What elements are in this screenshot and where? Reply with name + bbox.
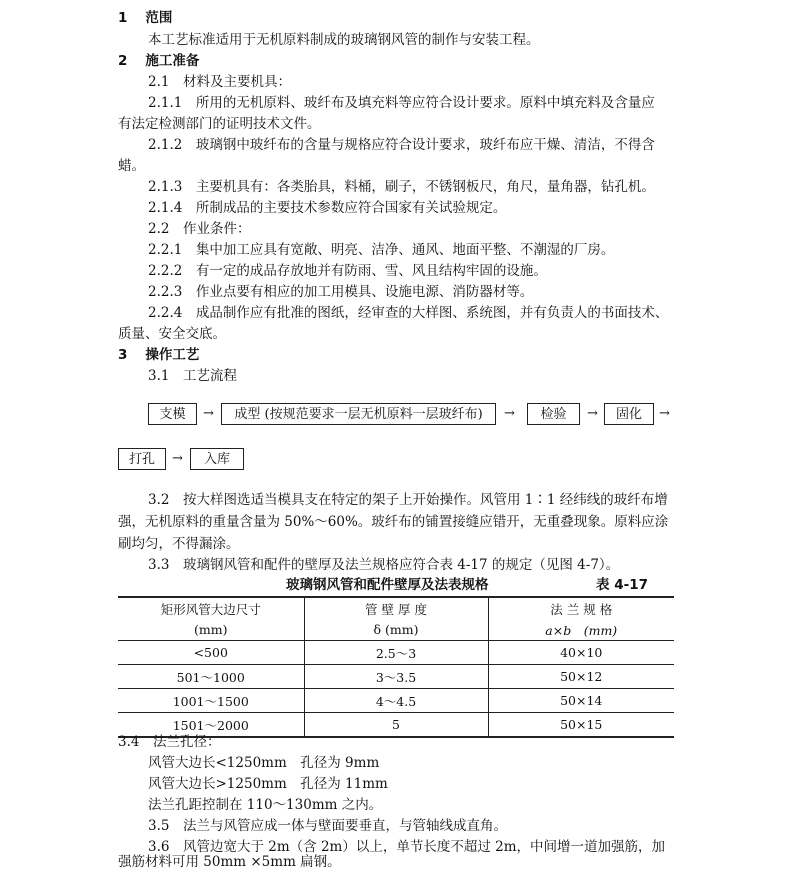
clause-2-1-2-line1: 2.1.2 玻璃钢中玻纤布的含量与规格应符合设计要求，玻纤布应干燥、清洁，不得含: [148, 137, 655, 153]
clause-2-2-3: 2.2.3 作业点要有相应的加工用模具、设施电源、消防器材等。: [148, 284, 534, 300]
table-cell: 50×12: [488, 665, 674, 689]
section-3-number: 3: [118, 347, 128, 363]
clause-3-1: 3.1 工艺流程: [148, 368, 237, 384]
table-header-row: [118, 597, 674, 619]
table-cell: 3～3.5: [304, 665, 488, 689]
clause-2-2: 2.2 作业条件：: [148, 221, 251, 237]
section-3-title: 操作工艺: [145, 347, 200, 363]
table-cell: 50×15: [488, 713, 674, 738]
clause-3-6-line2: 强筋材料可用 50mm ×5mm 扁钢。: [118, 854, 341, 870]
flow-step-curing: 固化: [604, 403, 654, 425]
clause-3-4: 3.4 法兰孔径：: [118, 734, 221, 750]
flow-step-drilling: 打孔: [118, 448, 166, 470]
section-1-text: 本工艺标准适用于无机原料制成的玻璃钢风管的制作与安装工程。: [148, 32, 540, 48]
clause-2-1: 2.1 材料及主要机具：: [148, 74, 291, 90]
section-2-title: 施工准备: [145, 53, 200, 69]
clause-2-1-2-line2: 蜡。: [118, 158, 145, 174]
flow-arrow-1: →: [203, 406, 214, 421]
header-unit-cell: (mm): [194, 622, 228, 637]
section-1-number: 1: [118, 10, 128, 26]
section-2-number: 2: [118, 53, 128, 69]
table-header-unit-row: [118, 619, 674, 641]
clause-2-1-3: 2.1.3 主要机具有：各类胎具，料桶，刷子，不锈钢板尺，角尺，量角器，钻孔机。: [148, 179, 655, 195]
table-cell: 2.5～3: [304, 641, 488, 665]
clause-3-5: 3.5 法兰与风管应成一体与壁面要垂直，与管轴线成直角。: [148, 818, 507, 834]
clause-3-2-line1: 3.2 按大样图选适当模具支在特定的架子上开始操作。风管用 1∶1 经纬线的玻纤布增: [148, 492, 668, 508]
table-caption: 玻璃钢风管和配件壁厚及法表规格: [286, 577, 489, 593]
clause-3-6-line1: 3.6 风管边宽大于 2m（含 2m）以上，单节长度不超过 2m，中间增一道加强筋，加: [148, 839, 666, 855]
table-row: [118, 641, 674, 665]
table-cell: 4～4.5: [304, 689, 488, 713]
clause-2-1-1-line2: 有法定检测部门的证明技术文件。: [118, 116, 321, 132]
section-1-title: 范围: [145, 10, 173, 26]
flow-step-storage: 入库: [190, 448, 244, 470]
clause-2-2-1: 2.2.1 集中加工应具有宽敞、明亮、洁净、通风、地面平整、不潮湿的厂房。: [148, 242, 615, 258]
clause-3-4-item-b: 风管大边长>1250mm 孔径为 11mm: [148, 776, 388, 792]
flow-step-formwork: 支模: [148, 403, 197, 425]
header-cell: 管 壁 厚 度: [304, 597, 488, 619]
table-cell: <500: [118, 641, 304, 665]
clause-3-2-line2: 强，无机原料的重量含量为 50%～60%。玻纤布的铺置接缝应错开，无重叠现象。原料应涂: [118, 514, 669, 530]
section-3-heading: [118, 346, 199, 364]
table-cell: 1501～2000: [118, 713, 304, 738]
clause-2-2-4-line2: 质量、安全交底。: [118, 326, 226, 342]
table-cell: 5: [304, 713, 488, 738]
header-unit-cell: δ (mm): [304, 619, 488, 641]
clause-3-4-item-a: 风管大边长<1250mm 孔径为 9mm: [148, 755, 380, 771]
table-cell: 50×14: [488, 689, 674, 713]
table-cell: 501～1000: [118, 665, 304, 689]
clause-3-3: 3.3 玻璃钢风管和配件的壁厚及法兰规格应符合表 4-17 的规定（见图 4-7）。: [148, 557, 620, 573]
spec-table: [118, 596, 674, 738]
flow-arrow-5: →: [172, 451, 183, 466]
table-row: [118, 689, 674, 713]
header-unit-cell: a×b (mm): [488, 619, 674, 641]
clause-2-2-4-line1: 2.2.4 成品制作应有批准的图纸，经审查的大样图、系统图，并有负责人的书面技术、: [148, 305, 669, 321]
section-2-heading: [118, 52, 199, 70]
flow-step-forming: 成型 (按规范要求一层无机原料一层玻纤布): [221, 403, 496, 425]
clause-3-2-line3: 刷均匀，不得漏涂。: [118, 536, 240, 552]
header-cell: 矩形风管大边尺寸: [118, 597, 304, 619]
table-cell: 1001～1500: [118, 689, 304, 713]
header-cell: 法 兰 规 格: [488, 597, 674, 619]
clause-2-1-1-line1: 2.1.1 所用的无机原料、玻纤布及填充料等应符合设计要求。原料中填充料及含量应: [148, 95, 655, 111]
section-1-heading: [118, 9, 172, 27]
flow-step-inspection: 检验: [527, 403, 580, 425]
clause-3-4-item-c: 法兰孔距控制在 110～130mm 之内。: [148, 797, 383, 813]
flow-arrow-2: →: [504, 406, 515, 421]
table-cell: 40×10: [488, 641, 674, 665]
table-number: 表 4-17: [596, 577, 648, 593]
flow-arrow-4: →: [659, 406, 670, 421]
clause-2-1-4: 2.1.4 所制成品的主要技术参数应符合国家有关试验规定。: [148, 200, 507, 216]
flow-arrow-3: →: [587, 406, 598, 421]
table-row: [118, 665, 674, 689]
clause-2-2-2: 2.2.2 有一定的成品存放地并有防雨、雪、风且结构牢固的设施。: [148, 263, 547, 279]
